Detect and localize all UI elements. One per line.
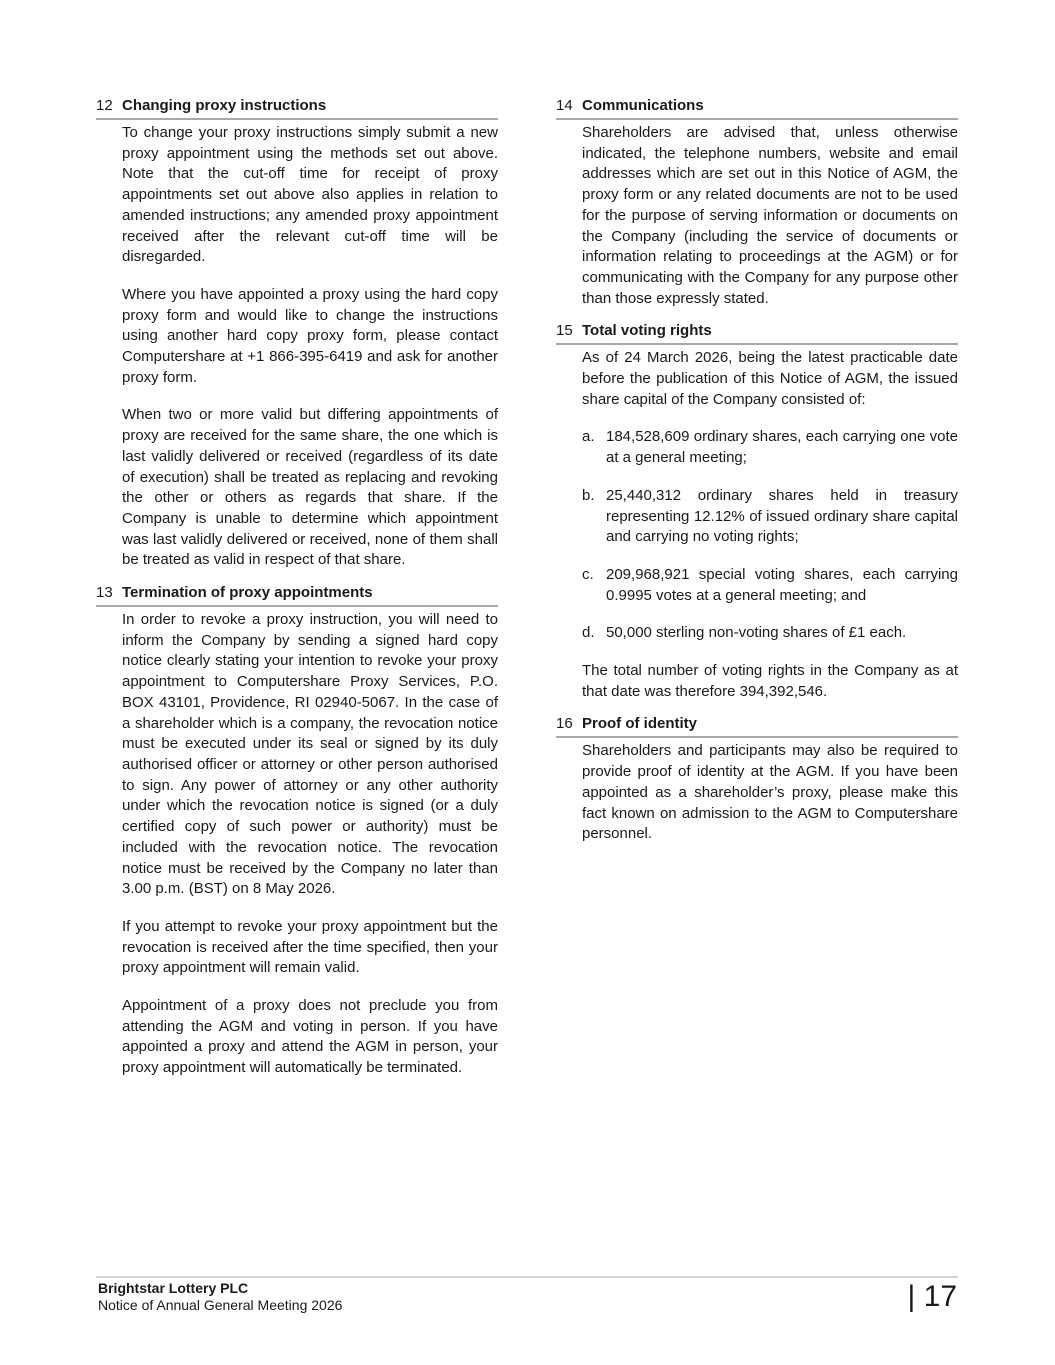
section-15 (556, 321, 958, 702)
section-number: 16 (556, 715, 573, 733)
section-body (556, 348, 958, 702)
list-text: 184,528,609 ordinary shares, each carrying one vote at a general meeting; (606, 428, 958, 467)
section-title: Changing proxy instructions (122, 97, 327, 114)
paragraph: If you attempt to revoke your proxy appointment but the revocation is received after the time specified, then your proxy appointment will remain valid. (122, 917, 498, 977)
section-16 (556, 714, 958, 845)
list-marker: b. (582, 486, 595, 504)
section-body (556, 741, 958, 845)
section-number: 14 (556, 97, 573, 114)
paragraph: The total number of voting rights in the Company as at that date was therefore 394,392,546. (582, 662, 958, 700)
section-title: Communications (582, 97, 704, 114)
section-number: 13 (96, 584, 113, 602)
list-text: 209,968,921 special voting shares, each carrying 0.9995 votes at a general meeting; and (606, 565, 958, 604)
section-heading (556, 321, 958, 345)
section-title: Termination of proxy appointments (122, 584, 373, 602)
section-13 (96, 583, 498, 1079)
paragraph: Shareholders are advised that, unless otherwise indicated, the telephone numbers, website and email addresses which are set out in this Notice of AGM, the proxy form or any related documents are not to be used for the purpose of serving information or documents on the Company (including the service of documents or information relating to proceedings at the AGM) or for communicating with the Company for any purpose other than those expressly stated. (582, 124, 958, 307)
list-marker: a. (582, 428, 595, 446)
list-item (582, 623, 958, 644)
paragraph: To change your proxy instructions simply submit a new proxy appointment using the methods set out above. Note that the cut-off time for receipt of proxy appointments set out above also applies in relation to amended instructions; any amended proxy appointment received after the relevant cut-off time will be disregarded. (122, 124, 498, 266)
section-title: Total voting rights (582, 322, 712, 340)
footer-info (98, 1280, 342, 1314)
section-heading (96, 96, 498, 120)
list-marker: d. (582, 624, 595, 642)
section-heading (96, 583, 498, 607)
section-number: 12 (96, 97, 113, 114)
section-heading (556, 714, 958, 738)
section-14 (556, 96, 958, 309)
page-number: | 17 (907, 1280, 957, 1313)
list-marker: c. (582, 565, 594, 583)
section-title: Proof of identity (582, 715, 697, 733)
paragraph: When two or more valid but differing appointments of proxy are received for the same share, the one which is last validly delivered or received (regardless of its date of execution) shall be treated as replacing and revoking the other or others as regards that share. If the Company is unable to determine which appointment was last validly delivered or received, none of them shall be treated as valid in respect of that share. (122, 406, 498, 569)
list-item (582, 486, 958, 548)
section-12 (96, 96, 498, 571)
paragraph: In order to revoke a proxy instruction, you will need to inform the Company by sending a signed hard copy notice clearly stating your intention to revoke your proxy appointment to Computershare Proxy Services, P.O. BOX 43101, Providence, RI 02940-5067. In the case of a shareholder which is a company, the revocation notice must be executed under its seal or signed by its duly authorised officer or attorney or other person authorised to sign. Any power of attorney or any other authority under which the revocation notice is signed (or a duly certified copy of such power or authority) must be included with the revocation notice. The revocation notice must be received by the Company no later than 3.00 p.m. (BST) on 8 May 2026. (122, 611, 498, 898)
left-column (96, 96, 498, 1091)
list-item (582, 427, 958, 468)
paragraph: Where you have appointed a proxy using the hard copy proxy form and would like to change the instructions using another hard copy proxy form, please contact Computershare at +1 866-395-6419 and ask for another proxy form. (122, 285, 498, 386)
list-text: 25,440,312 ordinary shares held in treasury representing 12.12% of issued ordinary share capital and carrying no voting rights; (606, 486, 958, 546)
paragraph: Appointment of a proxy does not preclude you from attending the AGM and voting in person. If you have appointed a proxy and attend the AGM in person, your proxy appointment will automatically be terminated. (122, 997, 498, 1077)
section-body (96, 123, 498, 571)
paragraph: Shareholders and participants may also be required to provide proof of identity at the AGM. If you have been appointed as a shareholder’s proxy, please make this fact known on admission to the AGM to Computershare personnel. (582, 742, 958, 843)
footer-document-title: Notice of Annual General Meeting 2026 (98, 1297, 343, 1313)
list-text: 50,000 sterling non-voting shares of £1 each. (606, 624, 907, 642)
section-body (556, 123, 958, 309)
section-number: 15 (556, 322, 573, 340)
paragraph: As of 24 March 2026, being the latest practicable date before the publication of this Notice of AGM, the issued share capital of the Company consisted of: (582, 349, 958, 408)
right-column (556, 96, 958, 857)
section-body (96, 610, 498, 1079)
footer-divider (96, 1276, 958, 1278)
footer-company-name: Brightstar Lottery PLC (98, 1280, 249, 1296)
section-heading (556, 96, 958, 120)
list-item (582, 565, 958, 606)
